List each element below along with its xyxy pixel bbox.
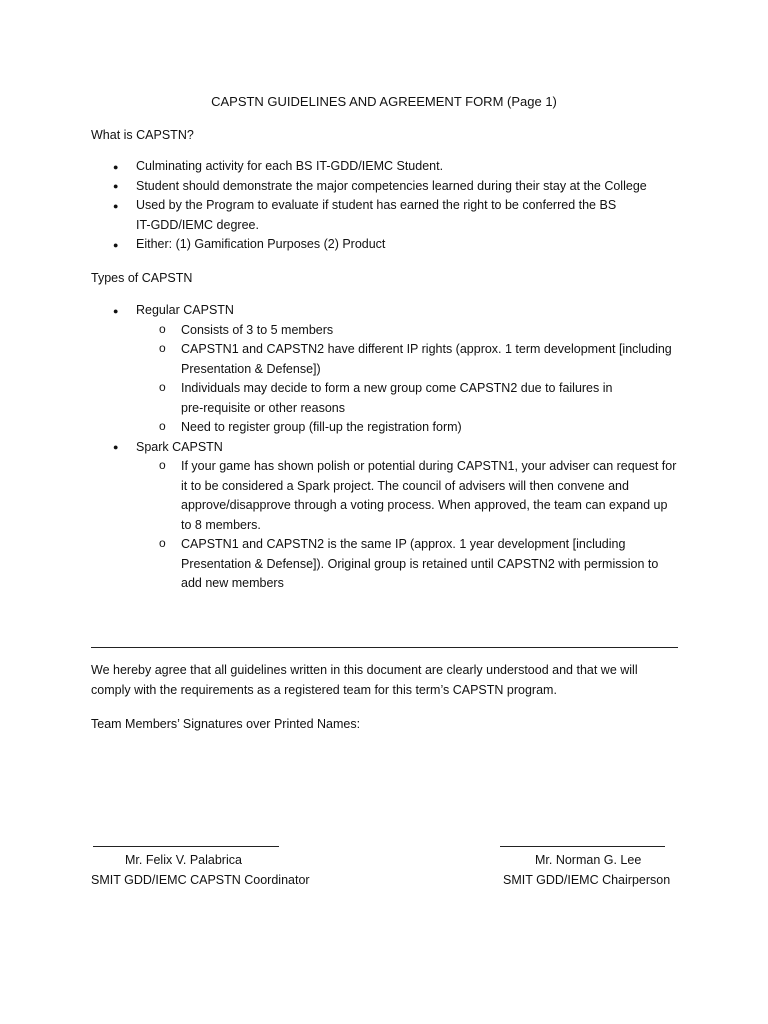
sub-item-text: If your game has shown polish or potential during CAPSTN1, your adviser can request for [181,459,677,473]
signature-line-coordinator [93,846,279,847]
what-item-text: Either: (1) Gamification Purposes (2) Product [136,237,386,251]
sub-bullet-icon: o [159,458,166,472]
bullet-icon: ● [113,161,119,172]
sub-item-text: approve/disapprove through a voting process. When approved, the team can expand up [181,498,668,512]
sub-item-text: Presentation & Defense]). Original group is retained until CAPSTN2 with permission to [181,556,659,571]
sub-item-text: Consists of 3 to 5 members [181,322,334,337]
section-divider [91,647,678,648]
signature-line-chairperson [500,846,665,847]
chairperson-role: SMIT GDD/IEMC Chairperson [503,873,671,887]
sub-bullet-icon: o [159,380,166,394]
page-title: CAPSTN GUIDELINES AND AGREEMENT FORM (Page 1) [211,94,557,109]
sub-item-text: to 8 members. [181,517,261,532]
sub-bullet-icon: o [159,321,166,336]
what-item-text: IT-GDD/IEMC degree. [136,217,259,232]
types-heading: Types of CAPSTN [91,271,193,285]
sub-item-text: add new members [181,576,284,590]
sub-item-text: pre-requisite or other reasons [181,400,345,415]
coordinator-name: Mr. Felix V. Palabrica [125,853,242,867]
what-heading: What is CAPSTN? [91,128,194,142]
bullet-icon: ● [113,442,119,452]
what-item-text: Used by the Program to evaluate if student has earned the right to be conferred the BS [136,198,617,212]
type-label: Spark CAPSTN [136,439,223,454]
sub-item-text: Need to register group (fill-up the registration form) [181,420,462,434]
chairperson-name: Mr. Norman G. Lee [535,853,642,867]
bullet-icon: ● [113,305,119,316]
bullet-icon: ● [113,239,119,250]
sub-bullet-icon: o [159,341,166,355]
sub-item-text: Presentation & Defense]) [181,361,321,376]
signatures-label: Team Members’ Signatures over Printed Names: [91,717,361,731]
agreement-line: We hereby agree that all guidelines written in this document are clearly understood and that we will [91,663,638,677]
type-label: Regular CAPSTN [136,303,234,317]
bullet-icon: ● [113,200,119,211]
sub-bullet-icon: o [159,419,166,433]
sub-item-text: it to be considered a Spark project. The council of advisers will then convene and [181,478,629,493]
what-item-text: Culminating activity for each BS IT-GDD/IEMC Student. [136,159,444,173]
sub-item-text: Individuals may decide to form a new group come CAPSTN2 due to failures in [181,381,613,395]
sub-item-text: CAPSTN1 and CAPSTN2 is the same IP (approx. 1 year development [including [181,537,626,551]
coordinator-role: SMIT GDD/IEMC CAPSTN Coordinator [91,873,310,887]
what-item-text: Student should demonstrate the major competencies learned during their stay at the College [136,178,647,193]
sub-item-text: CAPSTN1 and CAPSTN2 have different IP rights (approx. 1 term development [including [181,342,672,356]
agreement-line: comply with the requirements as a registered team for this term’s CAPSTN program. [91,683,557,697]
bullet-icon: ● [113,181,119,191]
sub-bullet-icon: o [159,536,166,550]
